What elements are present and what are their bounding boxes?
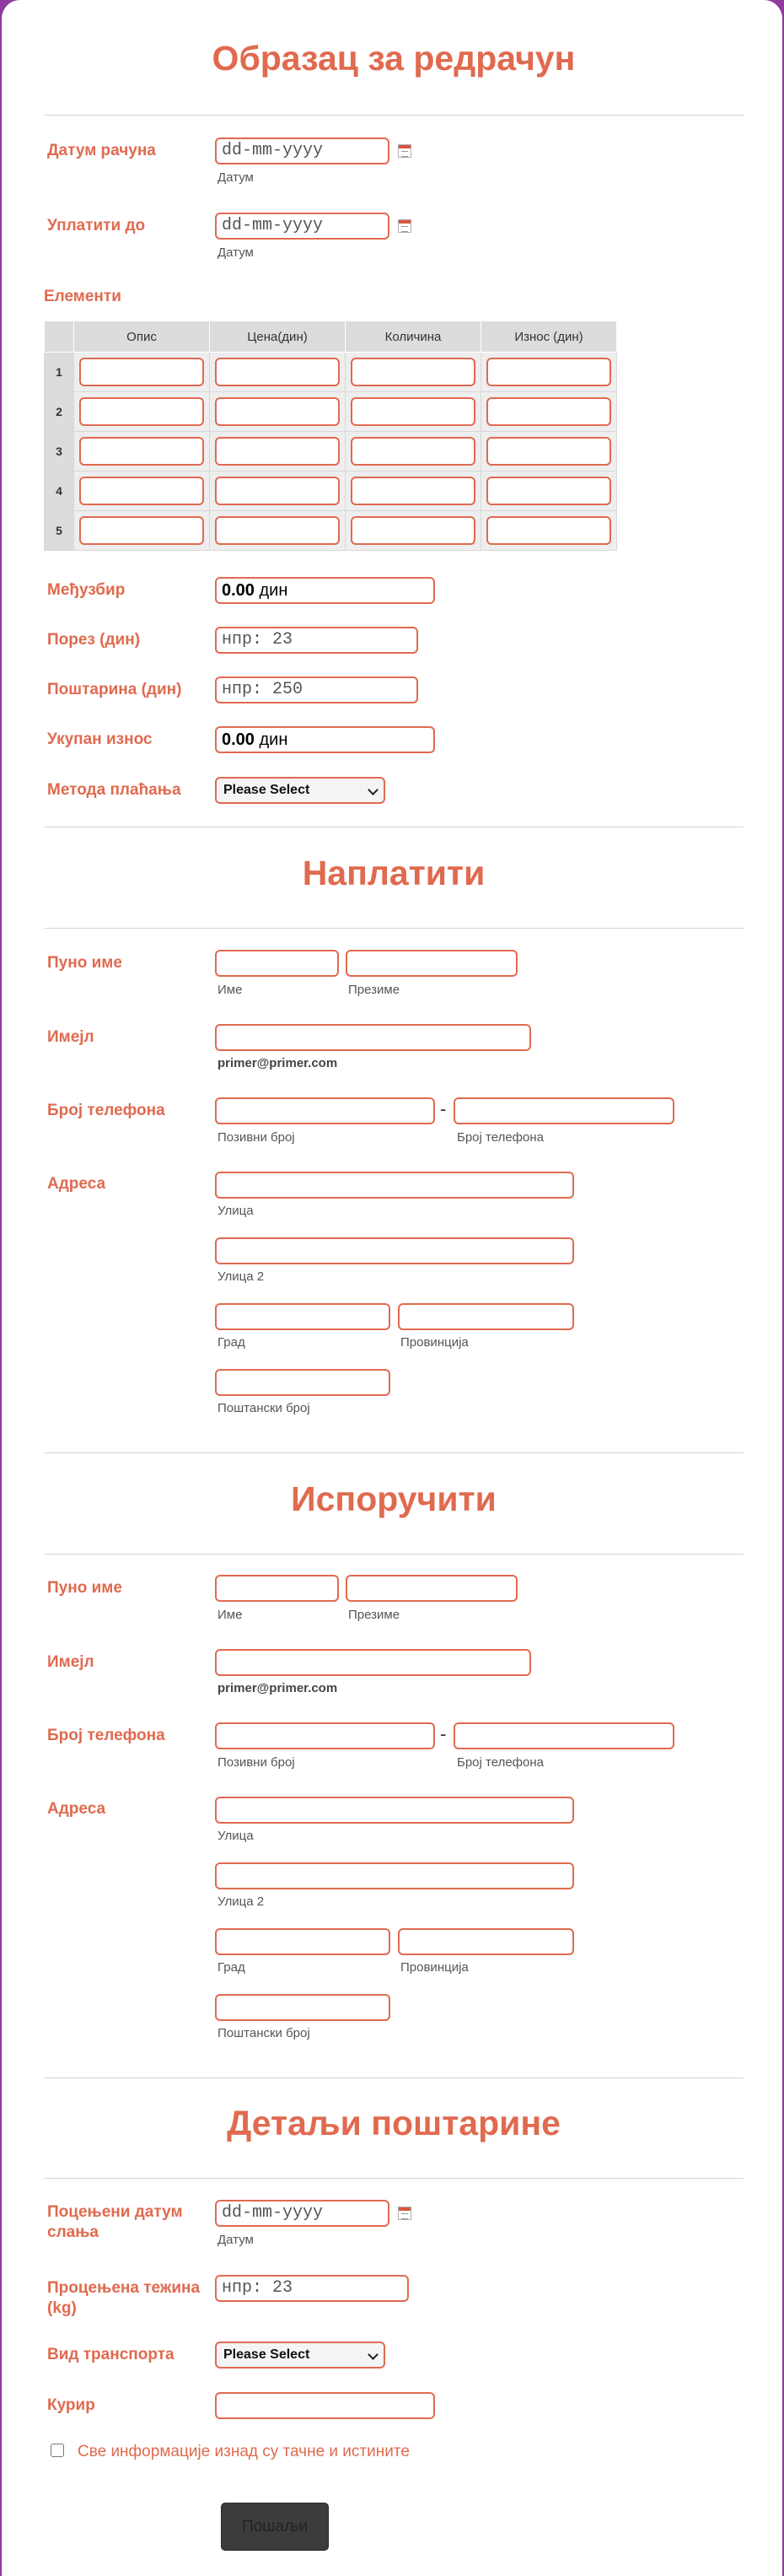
billing-email-input[interactable] [215, 1024, 531, 1051]
billing-street2-input[interactable] [215, 1237, 574, 1264]
delivery-phone-number-input[interactable] [454, 1722, 674, 1749]
delivery-last-name-input[interactable] [346, 1575, 518, 1602]
tax-input[interactable]: нпр: 23 [215, 627, 418, 654]
subtotal-unit: дин [259, 581, 288, 600]
confirm-label[interactable]: Све информације изнад су тачне и истините [78, 2443, 410, 2460]
quantity-input[interactable] [351, 437, 475, 466]
quantity-input[interactable] [351, 358, 475, 386]
calendar-icon[interactable] [398, 2207, 411, 2220]
due-date-label: Уплатити до [47, 217, 146, 234]
delivery-street2-input[interactable] [215, 1862, 574, 1889]
divider [44, 115, 744, 116]
delivery-email-sublabel: primer@primer.com [217, 1681, 338, 1695]
column-header: Износ (дин) [481, 321, 617, 353]
due-date-sublabel: Датум [217, 245, 254, 260]
tax-label: Порез (дин) [47, 631, 141, 649]
courier-label: Курир [47, 2396, 95, 2414]
total-value: 0.00 [222, 730, 255, 749]
billing-postal-sublabel: Поштански број [217, 1401, 310, 1415]
invoice-date-sublabel: Датум [217, 170, 254, 185]
delivery-phone-code-sublabel: Позивни број [217, 1755, 295, 1770]
total-field [215, 726, 435, 753]
table-row [45, 353, 617, 392]
shipping-cost-input[interactable]: нпр: 250 [215, 676, 418, 703]
chevron-down-icon [368, 2349, 379, 2360]
phone-separator: - [440, 1098, 447, 1119]
table-row [45, 432, 617, 472]
courier-input[interactable] [215, 2392, 435, 2419]
billing-street-sublabel: Улица [217, 1204, 254, 1218]
transport-label: Вид транспорта [47, 2346, 175, 2363]
delivery-postal-input[interactable] [215, 1994, 390, 2021]
delivery-first-name-input[interactable] [215, 1575, 339, 1602]
column-header: Количина [346, 321, 481, 353]
row-number: 2 [45, 392, 74, 432]
delivery-street-input[interactable] [215, 1797, 574, 1824]
billing-first-name-input[interactable] [215, 950, 339, 977]
amount-input[interactable] [486, 516, 611, 545]
row-number: 3 [45, 432, 74, 472]
delivery-first-name-sublabel: Име [217, 1608, 243, 1622]
ship-date-input[interactable]: dd-mm-yyyy [215, 2200, 389, 2227]
billing-city-input[interactable] [215, 1303, 390, 1330]
delivery-last-name-sublabel: Презиме [348, 1608, 400, 1622]
description-input[interactable] [79, 437, 204, 466]
description-input[interactable] [79, 397, 204, 426]
delivery-address-label: Адреса [47, 1800, 106, 1818]
due-date-input[interactable]: dd-mm-yyyy [215, 213, 389, 240]
payment-method-select[interactable] [215, 777, 385, 804]
billing-email-label: Имејл [47, 1028, 94, 1046]
delivery-title: Испоручити [291, 1479, 497, 1518]
quantity-input[interactable] [351, 477, 475, 505]
row-number: 4 [45, 472, 74, 511]
table-header-row [45, 321, 617, 353]
amount-input[interactable] [486, 437, 611, 466]
subtotal-field [215, 577, 435, 604]
billing-phone-code-sublabel: Позивни број [217, 1130, 295, 1145]
delivery-phone-label: Број телефона [47, 1727, 165, 1744]
billing-first-name-sublabel: Име [217, 983, 243, 997]
row-number: 5 [45, 511, 74, 551]
description-input[interactable] [79, 358, 204, 386]
price-input[interactable] [215, 516, 340, 545]
billing-province-sublabel: Провинција [400, 1335, 469, 1350]
invoice-date-input[interactable]: dd-mm-yyyy [215, 137, 389, 164]
subtotal-value: 0.00 [222, 581, 255, 600]
divider [44, 1554, 744, 1555]
amount-input[interactable] [486, 397, 611, 426]
row-number: 1 [45, 353, 74, 392]
chevron-down-icon [368, 784, 379, 795]
table-row [45, 472, 617, 511]
total-unit: дин [259, 730, 288, 749]
amount-input[interactable] [486, 477, 611, 505]
billing-street2-sublabel: Улица 2 [217, 1269, 265, 1284]
transport-value: Please Select [223, 2347, 310, 2362]
billing-street-input[interactable] [215, 1172, 574, 1199]
quantity-input[interactable] [351, 516, 475, 545]
billing-phone-number-input[interactable] [454, 1097, 674, 1124]
quantity-input[interactable] [351, 397, 475, 426]
delivery-phone-number-sublabel: Број телефона [457, 1755, 544, 1770]
table-row [45, 511, 617, 551]
delivery-email-input[interactable] [215, 1649, 531, 1676]
delivery-email-label: Имејл [47, 1653, 94, 1671]
billing-address-label: Адреса [47, 1175, 106, 1193]
phone-separator: - [440, 1723, 447, 1744]
delivery-phone-code-input[interactable] [215, 1722, 435, 1749]
price-input[interactable] [215, 397, 340, 426]
row-number-header [45, 321, 74, 353]
divider [44, 2178, 744, 2179]
billing-phone-code-input[interactable] [215, 1097, 435, 1124]
description-input[interactable] [79, 516, 204, 545]
invoice-date-label: Датум рачуна [47, 142, 156, 159]
billing-postal-input[interactable] [215, 1369, 390, 1396]
billing-phone-number-sublabel: Број телефона [457, 1130, 544, 1145]
confirm-checkbox[interactable] [51, 2444, 64, 2457]
shipping-details-title: Детаљи поштарине [227, 2104, 561, 2142]
ship-date-sublabel: Датум [217, 2233, 254, 2247]
form-card [2, 0, 782, 2576]
column-header: Цена(дин) [210, 321, 346, 353]
delivery-street2-sublabel: Улица 2 [217, 1894, 265, 1909]
items-table [44, 321, 617, 551]
payment-method-label: Метода плаћања [47, 781, 181, 799]
subtotal-label: Међузбир [47, 581, 126, 599]
table-row [45, 392, 617, 432]
divider [44, 928, 744, 929]
amount-input[interactable] [486, 358, 611, 386]
billing-title: Наплатити [302, 854, 486, 892]
delivery-postal-sublabel: Поштански број [217, 2026, 310, 2040]
transport-select[interactable] [215, 2342, 385, 2369]
submit-button[interactable]: Пошаљи [221, 2503, 329, 2551]
price-input[interactable] [215, 358, 340, 386]
description-input[interactable] [79, 477, 204, 505]
billing-province-input[interactable] [398, 1303, 574, 1330]
billing-last-name-sublabel: Презиме [348, 983, 400, 997]
price-input[interactable] [215, 477, 340, 505]
ship-date-label: Поцењени датум слања [47, 2203, 183, 2241]
delivery-city-input[interactable] [215, 1928, 390, 1955]
weight-label: Процењена тежина (kg) [47, 2279, 201, 2317]
delivery-province-input[interactable] [398, 1928, 574, 1955]
billing-name-label: Пуно име [47, 954, 122, 972]
delivery-province-sublabel: Провинција [400, 1960, 469, 1975]
calendar-icon[interactable] [398, 144, 411, 158]
billing-phone-label: Број телефона [47, 1102, 165, 1119]
billing-last-name-input[interactable] [346, 950, 518, 977]
delivery-name-label: Пуно име [47, 1579, 122, 1597]
column-header: Опис [74, 321, 210, 353]
form-title: Образац за редрачун [212, 39, 576, 78]
billing-city-sublabel: Град [217, 1335, 245, 1350]
divider [44, 1452, 744, 1453]
billing-email-sublabel: primer@primer.com [217, 1056, 338, 1070]
delivery-street-sublabel: Улица [217, 1829, 254, 1843]
payment-method-value: Please Select [223, 783, 310, 797]
shipping-cost-label: Поштарина (дин) [47, 681, 182, 698]
total-label: Укупан износ [47, 730, 153, 748]
weight-input[interactable]: нпр: 23 [215, 2275, 409, 2302]
items-label: Елементи [44, 288, 121, 305]
calendar-icon[interactable] [398, 219, 411, 233]
delivery-city-sublabel: Град [217, 1960, 245, 1975]
price-input[interactable] [215, 437, 340, 466]
